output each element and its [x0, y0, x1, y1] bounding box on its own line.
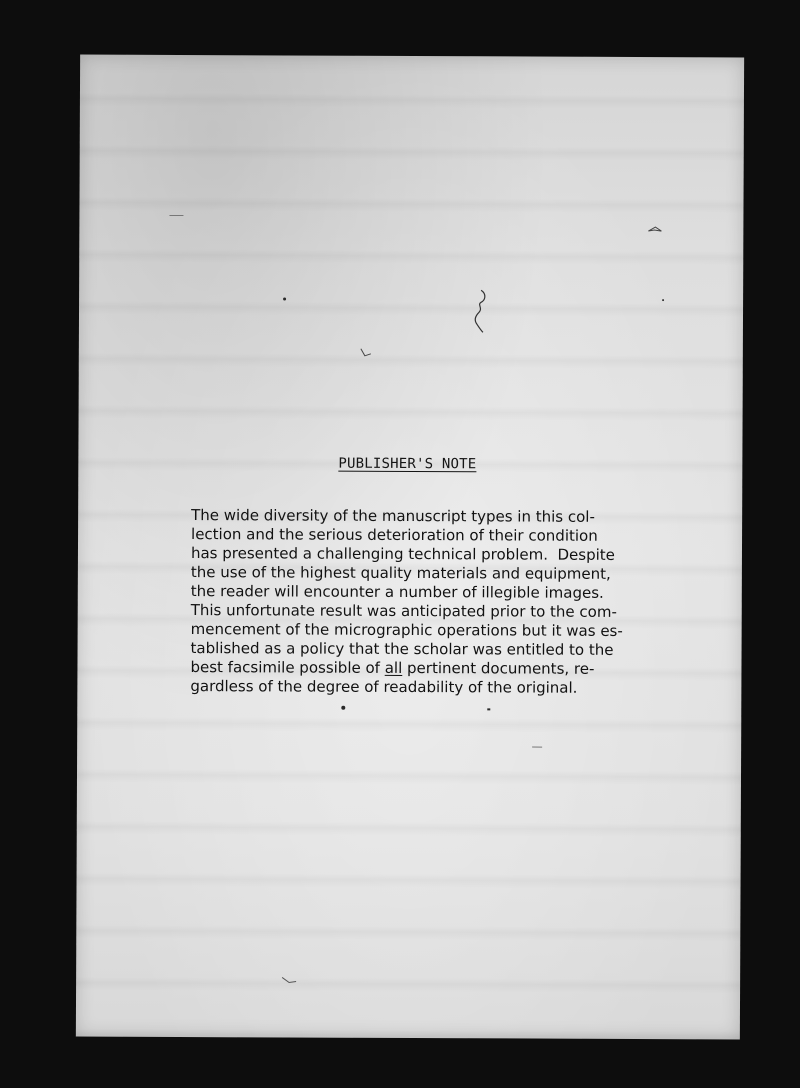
text-fragment: best facsimile possible of	[190, 658, 385, 677]
text-line: mencement of the micrographic operations but it was es-	[190, 620, 623, 640]
squiggle-mark	[471, 288, 491, 334]
scribble-mark	[281, 975, 297, 985]
text-line: has presented a challenging technical problem. Despite	[190, 544, 615, 564]
speck-mark	[662, 299, 664, 301]
speck-mark	[169, 215, 183, 216]
text-line: This unfortunate result was anticipated prior to the com-	[190, 601, 617, 621]
publisher-note-body	[190, 506, 671, 698]
check-mark	[359, 346, 373, 360]
document-page	[76, 55, 744, 1040]
text-line: tablished as a policy that the scholar was entitled to the	[190, 639, 614, 659]
text-line	[190, 658, 670, 679]
speck-mark	[487, 708, 490, 710]
text-line: gardless of the degree of readability of the original.	[190, 677, 578, 697]
page-title: PUBLISHER'S NOTE	[338, 455, 477, 473]
speck-mark	[532, 747, 542, 748]
text-line: The wide diversity of the manuscript types in this col-	[191, 506, 595, 526]
text-line: lection and the serious deterioration of their condition	[191, 525, 598, 545]
corner-glyph	[647, 225, 663, 235]
text-fragment: pertinent documents, re-	[402, 658, 595, 678]
text-line: the reader will encounter a number of illegible images.	[190, 582, 604, 602]
speck-mark	[283, 297, 286, 300]
speck-mark	[341, 706, 345, 710]
text-line: the use of the highest quality materials and equipment,	[190, 563, 611, 583]
underlined-word: all	[384, 658, 403, 677]
